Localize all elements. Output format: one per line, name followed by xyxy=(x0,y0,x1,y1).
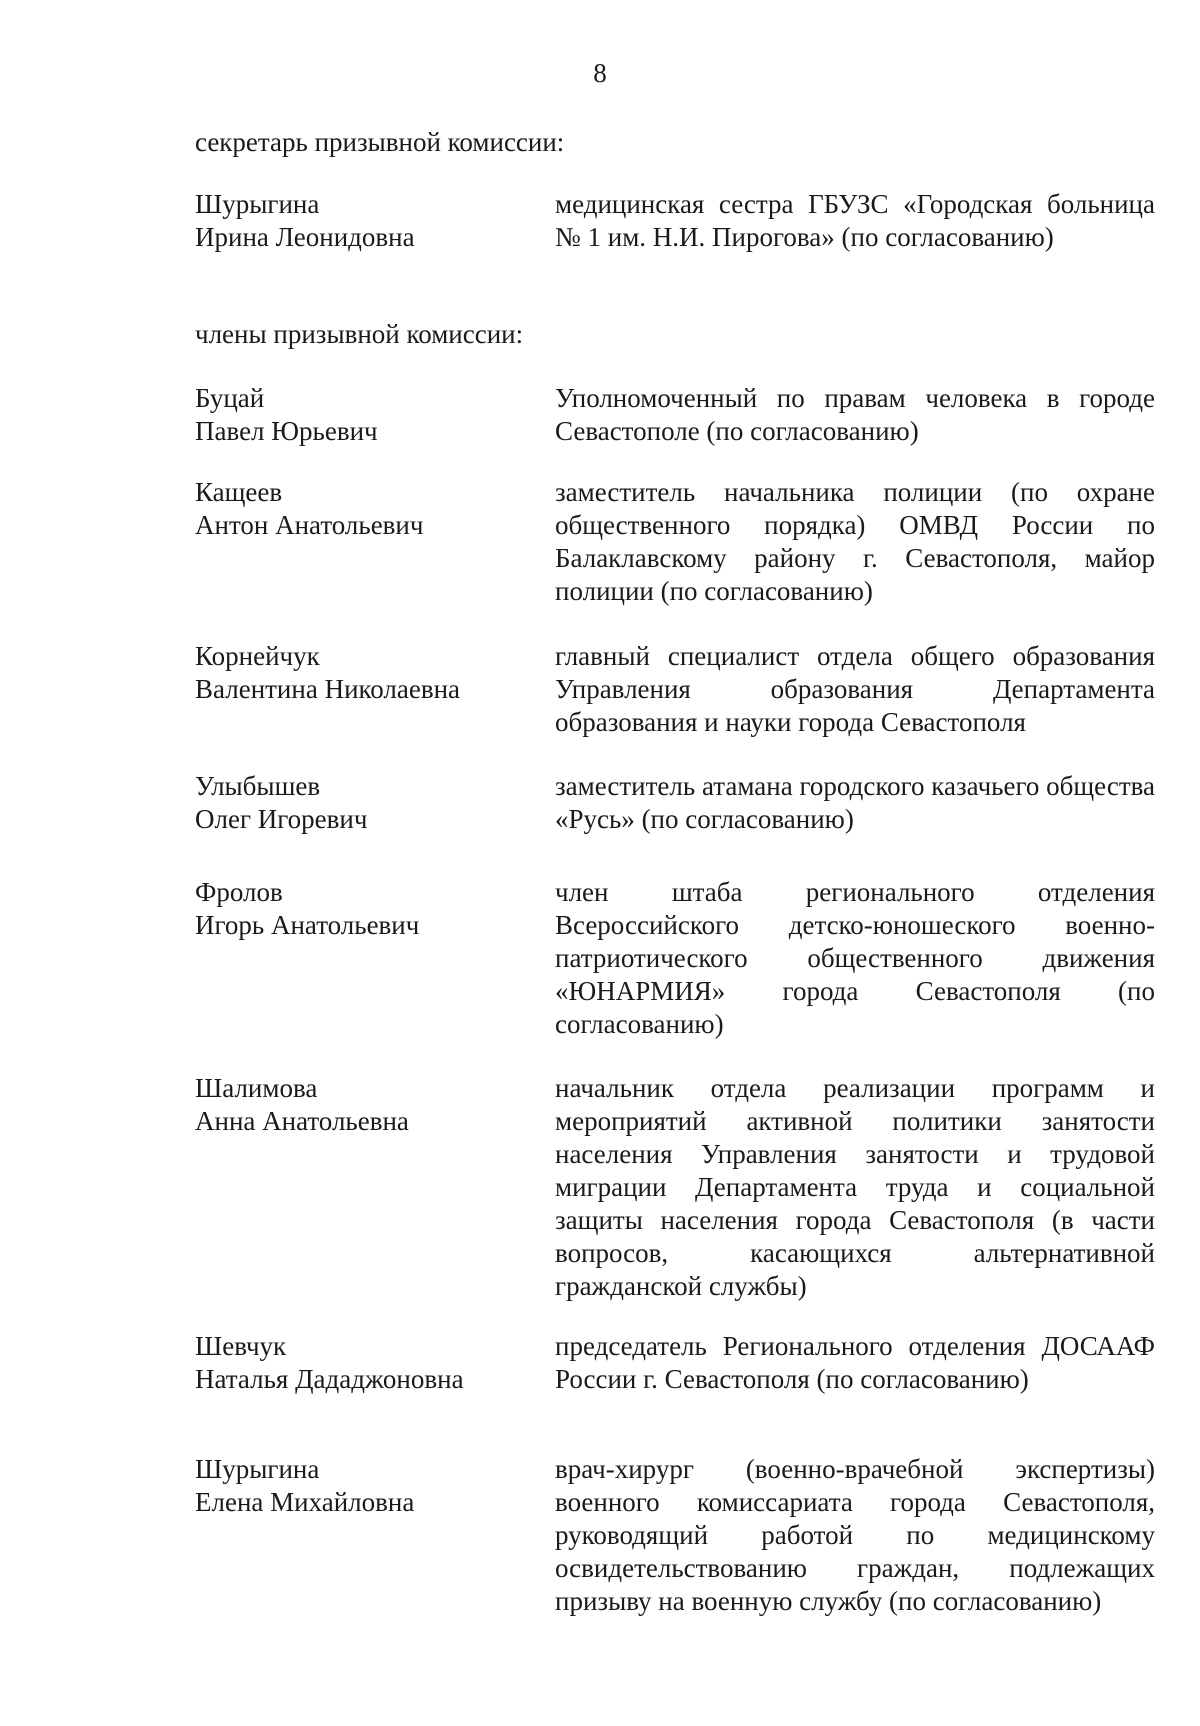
member-given-names: Наталья Дададжоновна xyxy=(195,1364,464,1394)
member-role: заместитель начальника полиции (по охране общественного порядка) ОМВД России по Балаклавскому району г. Севастополя, майор полиции (по согласованию) xyxy=(555,477,1155,606)
secretary-name xyxy=(195,188,525,254)
member-surname: Буцай xyxy=(195,383,265,413)
secretary-surname: Шурыгина xyxy=(195,189,320,219)
member-role: член штаба регионального отделения Всероссийского детско-юношеского военно-патриотического общественного движения «ЮНАРМИЯ» города Севастополя (по согласованию) xyxy=(555,877,1155,1039)
member-role: главный специалист отдела общего образования Управления образования Департамента образования и науки города Севастополя xyxy=(555,641,1155,737)
member-role: врач-хирург (военно-врачебной экспертизы) военного комиссариата города Севастополя, руководящий работой по медицинскому освидетельствованию граждан, подлежащих призыву на военную службу (по согласованию) xyxy=(555,1454,1155,1616)
member-name xyxy=(195,382,525,448)
member-name xyxy=(195,1072,525,1138)
member-name xyxy=(195,876,525,942)
secretary-given-names: Ирина Леонидовна xyxy=(195,222,415,252)
member-name xyxy=(195,1330,525,1396)
member-role: Уполномоченный по правам человека в городе Севастополе (по согласованию) xyxy=(555,383,1155,446)
member-name xyxy=(195,640,525,706)
secretary-role: медицинская сестра ГБУЗС «Городская больница № 1 им. Н.И. Пирогова» (по согласованию) xyxy=(555,189,1155,252)
member-surname: Шалимова xyxy=(195,1073,318,1103)
member-surname: Улыбышев xyxy=(195,771,321,801)
member-name xyxy=(195,476,525,542)
member-name xyxy=(195,1453,525,1519)
member-given-names: Павел Юрьевич xyxy=(195,416,378,446)
member-given-names: Антон Анатольевич xyxy=(195,510,424,540)
member-role: заместитель атамана городского казачьего общества «Русь» (по согласованию) xyxy=(555,771,1155,834)
member-given-names: Елена Михайловна xyxy=(195,1487,415,1517)
member-given-names: Игорь Анатольевич xyxy=(195,910,420,940)
member-name xyxy=(195,770,525,836)
member-surname: Корнейчук xyxy=(195,641,320,671)
member-role: председатель Регионального отделения ДОСААФ России г. Севастополя (по согласованию) xyxy=(555,1331,1155,1394)
page-number: 8 xyxy=(593,58,607,88)
member-given-names: Олег Игоревич xyxy=(195,804,368,834)
member-surname: Шевчук xyxy=(195,1331,287,1361)
member-surname: Кащеев xyxy=(195,477,283,507)
member-surname: Фролов xyxy=(195,877,283,907)
members-heading: члены призывной комиссии: xyxy=(195,319,524,349)
member-surname: Шурыгина xyxy=(195,1454,320,1484)
member-role: начальник отдела реализации программ и мероприятий активной политики занятости населения Управления занятости и трудовой миграции Департамента труда и социальной защиты населения города Севастополя (в части вопросов, касающихся альтернативной гражданской службы) xyxy=(555,1073,1155,1301)
member-given-names: Анна Анатольевна xyxy=(195,1106,409,1136)
member-given-names: Валентина Николаевна xyxy=(195,674,461,704)
secretary-heading: секретарь призывной комиссии: xyxy=(195,127,565,157)
